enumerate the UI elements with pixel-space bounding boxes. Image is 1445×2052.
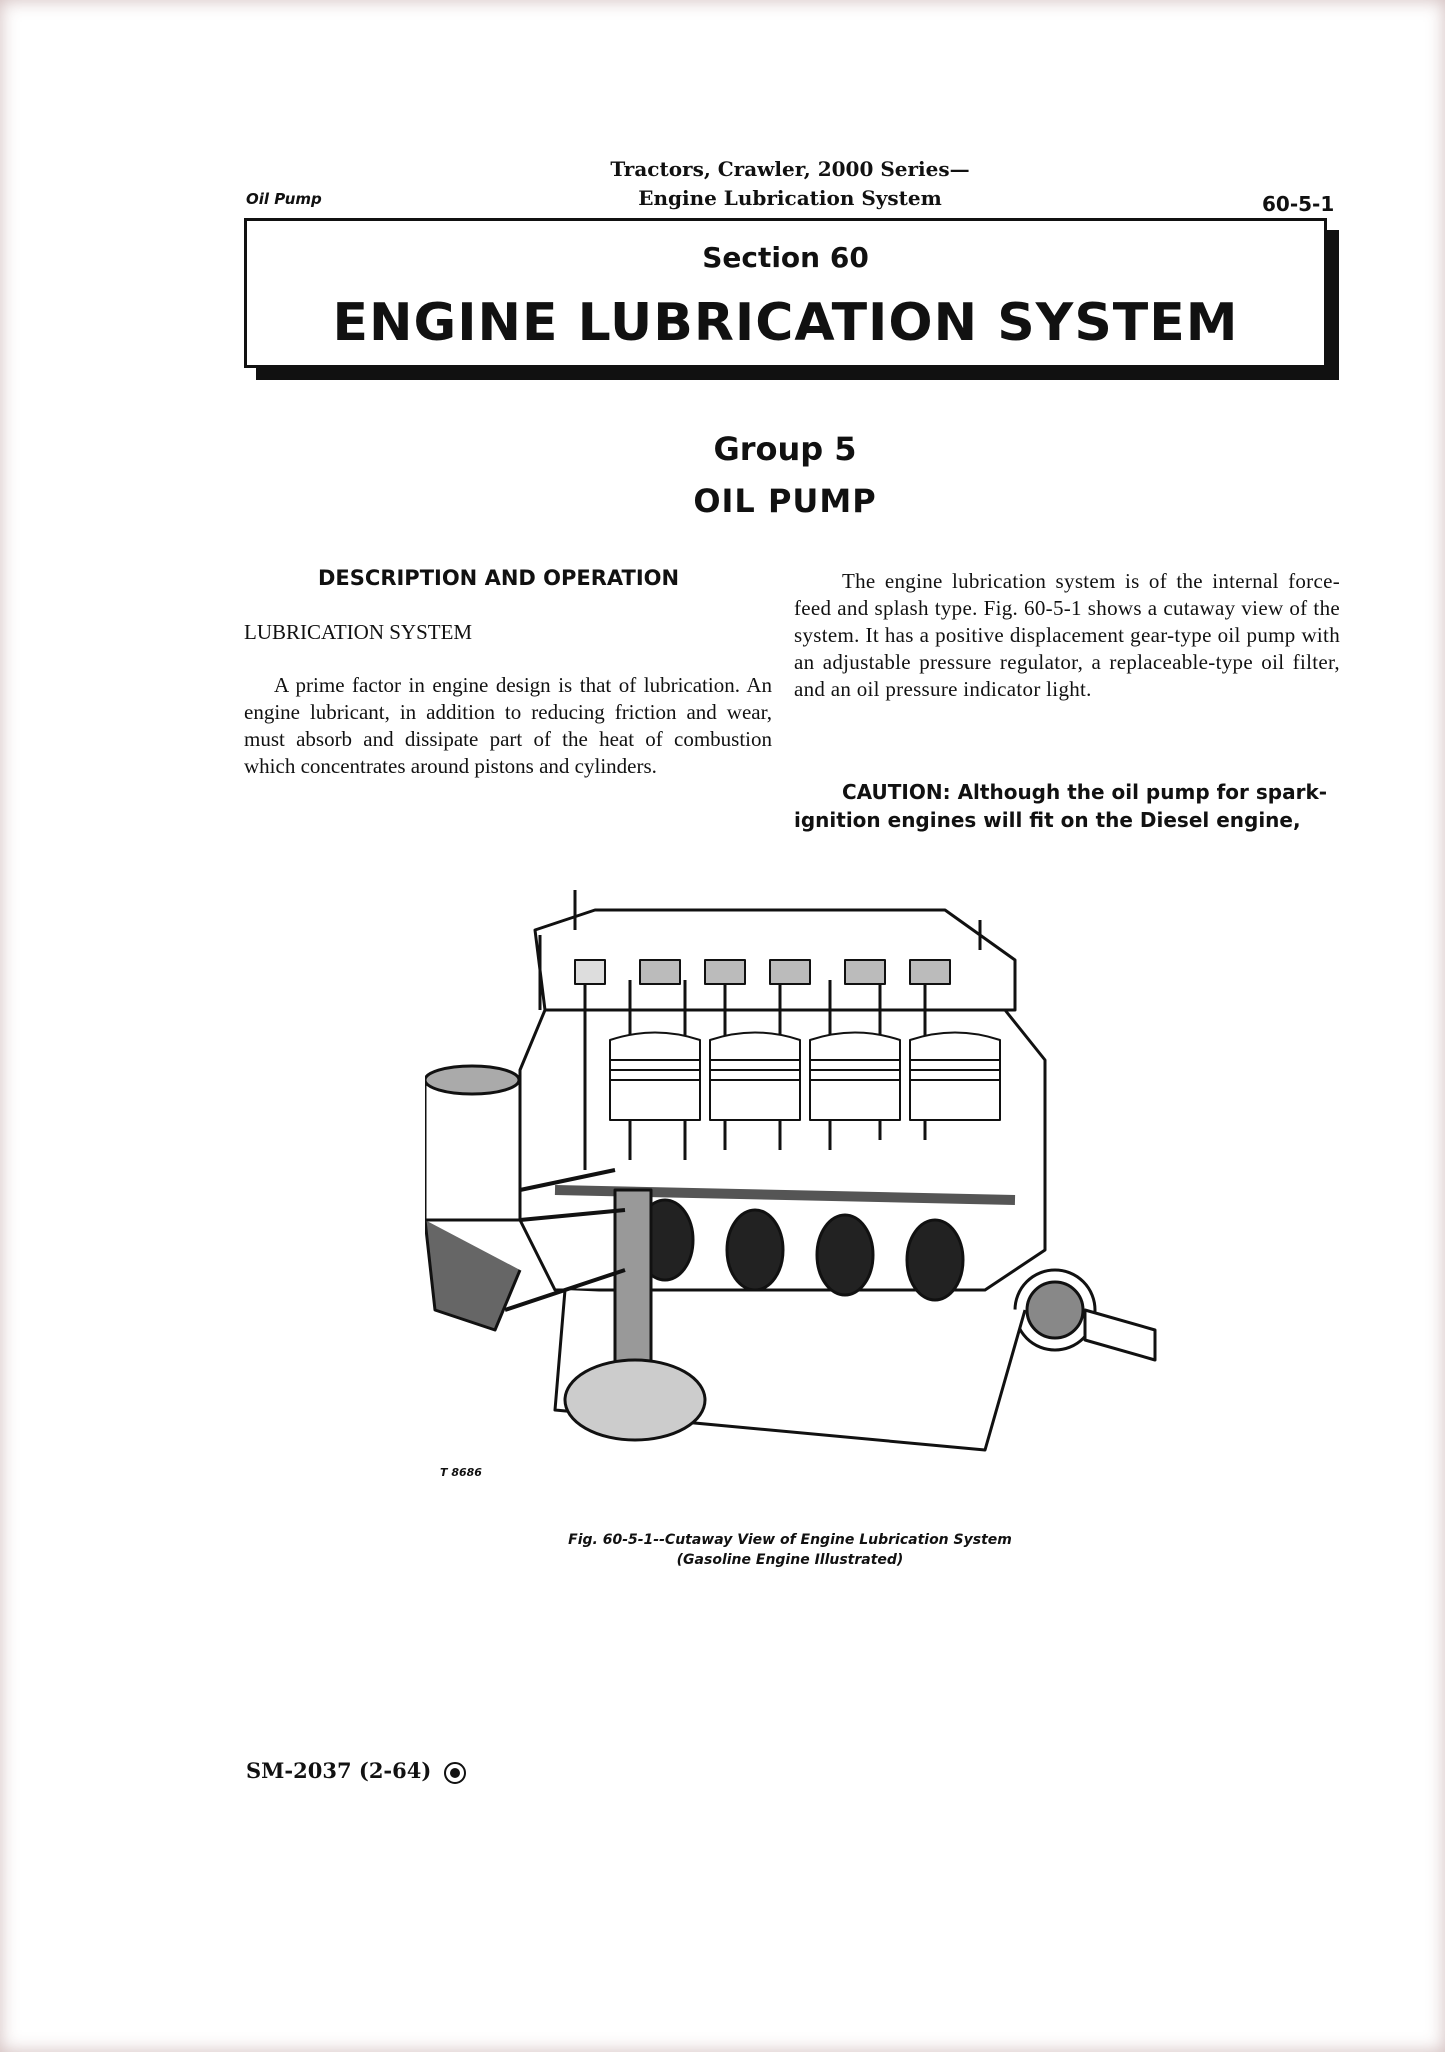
- system-paragraph: The engine lubrication system is of the internal force-feed and splash type. Fig. 60-5-1 shows a cutaway view of the system. It has a positive displacement gear-type oil pump with an adjustable pressure regulator, a replaceable-type oil filter, and an oil pressure indicator light.: [794, 569, 1340, 701]
- running-head-line-1: Tractors, Crawler, 2000 Series—: [610, 157, 970, 181]
- figure-caption-note: (Gasoline Engine Illustrated): [676, 1552, 904, 1568]
- section-title: ENGINE LUBRICATION SYSTEM: [332, 293, 1239, 353]
- page-number: 60-5-1: [1262, 192, 1335, 216]
- running-head-line-2: Engine Lubrication System: [638, 186, 942, 210]
- printing-seal-icon: [443, 1761, 467, 1785]
- group-number: Group 5: [713, 430, 857, 468]
- section-label: Section 60: [702, 241, 869, 274]
- document-number-text: SM-2037 (2-64): [246, 1758, 432, 1783]
- running-head-left: Oil Pump: [246, 190, 322, 208]
- document-number: [246, 1758, 467, 1785]
- section-title-box: [244, 218, 1327, 368]
- figure-reference-code: T 8686: [440, 1466, 482, 1479]
- engine-cutaway-illustration: [425, 890, 1160, 1490]
- lubrication-subheading: LUBRICATION SYSTEM: [244, 620, 473, 644]
- running-head-center: [500, 155, 1080, 213]
- caution-note: CAUTION: Although the oil pump for spark-ignition engines will fit on the Diesel engine,: [794, 780, 1328, 832]
- figure-caption: [500, 1530, 1080, 1570]
- description-heading: DESCRIPTION AND OPERATION: [318, 566, 680, 590]
- intro-paragraph: A prime factor in engine design is that of lubrication. An engine lubricant, in addition to reducing friction and wear, must absorb and dissipate part of the heat of combustion which concentrates around pistons and cylinders.: [244, 673, 772, 778]
- figure-caption-title: Fig. 60-5-1--Cutaway View of Engine Lubrication System: [568, 1532, 1012, 1548]
- group-title: OIL PUMP: [693, 482, 877, 520]
